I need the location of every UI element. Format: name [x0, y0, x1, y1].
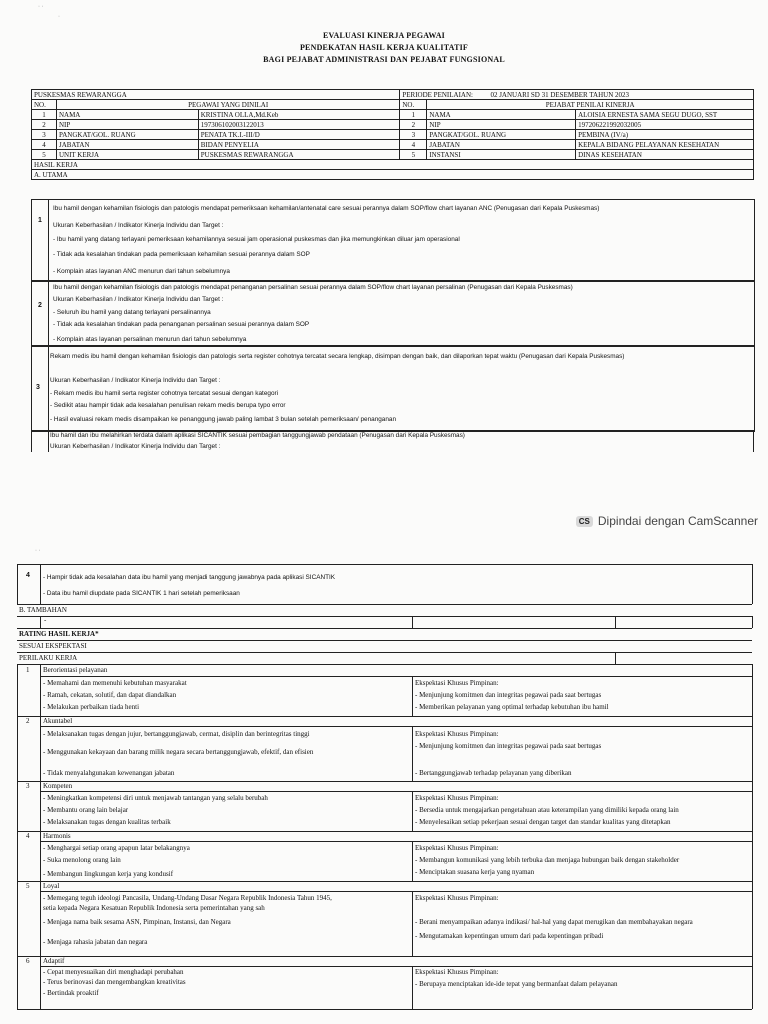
behavior-number: 3: [26, 782, 30, 790]
no-header: NO.: [400, 100, 427, 110]
doc-subtitle: PENDEKATAN HASIL KERJA KUALITATIF: [299, 43, 469, 52]
penilai-header: PEJABAT PENILAI KINERJA: [427, 100, 754, 110]
item-text: - Tidak ada kesalahan tindakan pada penanganan persalinan sesuai perannya dalam SOP: [53, 321, 310, 328]
item-text: Ukuran Keberhasilan / Indikator Kinerja Individu dan Target :: [50, 443, 221, 450]
behavior-title: Akuntabel: [43, 717, 73, 725]
behavior-point: - Menjaga rahasia jabatan dan negara: [43, 938, 148, 946]
item-number: 2: [38, 302, 42, 309]
item-text: - Hampir tidak ada kesalahan data ibu hamil yang menjadi tanggung jawabnya pada aplikasi SICANTIK: [43, 574, 336, 581]
ekspektasi-label: Ekspektasi Khusus Pimpinan:: [415, 894, 499, 902]
doc-subtitle-2: BAGI PEJABAT ADMINISTRASI DAN PEJABAT FUNGSIONAL: [263, 55, 505, 64]
field-label: JABATAN: [56, 140, 198, 150]
item-text: - Sedikit atau hampir tidak ada kesalahan penulisan rekam medis berupa typo error: [50, 402, 286, 409]
identity-table: [31, 89, 754, 180]
behavior-point: - Tidak menyalahgunakan kewenangan jabatan: [43, 769, 175, 777]
row-number: 3: [32, 130, 57, 140]
behavior-point: - Suka menolong orang lain: [43, 856, 121, 864]
ekspektasi-point: - Bersedia untuk mengajarkan pengetahuan atau keterampilan yang dimiliki kepada orang lain: [415, 806, 679, 814]
row-number: 1: [32, 110, 57, 120]
behavior-number: 6: [26, 957, 30, 965]
row-number: 4: [400, 140, 427, 150]
behavior-point: - Terus berinovasi dan mengembangkan kreativitas: [43, 978, 186, 986]
behavior-point: - Melaksanakan tugas dengan kualitas terbaik: [43, 818, 171, 826]
unit-name: PUSKESMAS REWARANGGA: [32, 90, 400, 100]
ekspektasi-label: Ekspektasi Khusus Pimpinan:: [415, 968, 499, 976]
field-label: NIP: [56, 120, 198, 130]
scanned-page-2: · · 4 - Hampir tidak ada kesalahan data ibu hamil yang menjadi tanggung jawabnya pada aplikasi SICANTIK - Data ibu hamil diupdate pada SICANTIK 1 hari setelah pemeriksaan B. TAMBAHAN - RATING HASIL KERJA* SESUAI EKSPEKTASI PERILAKU KERJA 1 Berorientasi pelayanan - Memahami dan memenuhi kebutuhan masyarakat - Ramah, cekatan, solutif, dan dapat diandalkan - Melakukan perbaikan tiada henti Ekspektasi Khusus Pimpinan: - Menjunjung komitmen dan integritas pegawai pada saat bertugas - Memberikan pelayanan yang optimal terhadap kebutuhan ibu hamil 2 Akuntabel - Melaksanakan tugas dengan jujur, bertanggungjawab, cermat, disiplin dan berintegritas tinggi - Menggunakan kekayaan dan barang milik negara secara bertanggungjawab, efektif, dan efisien - Tidak menyalahgunakan kewenangan jabatan Ekspektasi Khusus Pimpinan: - Menjunjung komitmen dan integritas pegawai pada saat bertugas - Bertanggungjawab terhadap pelayanan yang diberikan 3 Kompeten - Meningkatkan kompetensi diri untuk menjawab tantangan yang selalu berubah - Membantu orang lain belajar - Melaksanakan tugas dengan kualitas terbaik Ekspektasi Khusus Pimpinan: - Bersedia untuk mengajarkan pengetahuan atau keterampilan yang dimiliki kepada orang lain - Menyelesaikan setiap pekerjaan sesuai dengan target dan standar kualitas yang ditetapkan 4 Harmonis - Menghargai setiap orang apapun latar belakangnya - Suka menolong orang lain - Membangun lingkungan kerja yang kondusif Ekspektasi Khusus Pimpinan: - Membangun komunikasi yang lebih terbuka dan menjaga hubungan baik dengan stakeholder - Menciptakan suasana kerja yang nyaman 5 Loyal - Memegang teguh ideologi Pancasila, Undang-Undang Dasar Negara Republik Indonesia Tahun 1945, setia kepada Negara Kesatuan Republik Indonesia serta pemerintahan yang sah - Menjaga nama baik sesama ASN, Pimpinan, Instansi, dan Negara - Menjaga rahasia jabatan dan negara Ekspektasi Khusus Pimpinan: - Berani menyampaikan adanya indikasi/ hal-hal yang dapat merugikan dan membahayakan negara - Mengutamakan kepentingan umum dari pada kepentingan pribadi 6 Adaptif - Cepat menyesuaikan diri menghadapi perubahan - Terus berinovasi dan mengembangkan kreativitas - Bertindak proaktif Ekspektasi Khusus Pimpinan: - Berupaya menciptakan ide-ide tepat yang bermanfaat dalam pelayanan: [0, 536, 768, 1024]
item-text: Ibu hamil dengan kehamilan fisiologis dan patologis mendapat pemeriksaan kehamilan/antenatal care sesuai perannya dalam SOP/flow chart layanan ANC (Penugasan dari Kepala Puskesmas): [53, 205, 600, 212]
tambahan-label: B. TAMBAHAN: [19, 606, 67, 614]
behavior-point: - Memahami dan memenuhi kebutuhan masyarakat: [43, 679, 187, 687]
row-number: 5: [400, 150, 427, 160]
row-number: 1: [400, 110, 427, 120]
behavior-title: Adaptif: [43, 957, 65, 965]
row-number: 5: [32, 150, 57, 160]
periode: PERIODE PENILAIAN: 02 JANUARI SD 31 DESEMBER TAHUN 2023: [400, 90, 754, 100]
item-text: - Komplain atas layanan persalinan menurun dari tahun sebelumnya: [53, 336, 247, 343]
field-value: KEPALA BIDANG PELAYANAN KESEHATAN: [576, 140, 754, 150]
field-value: DINAS KESEHATAN: [576, 150, 754, 160]
camscanner-watermark: [576, 514, 758, 528]
rating-label: RATING HASIL KERJA*: [19, 630, 99, 638]
field-label: JABATAN: [427, 140, 576, 150]
row-number: 3: [400, 130, 427, 140]
ekspektasi-label: Ekspektasi Khusus Pimpinan:: [415, 794, 499, 802]
field-label: PANGKAT/GOL. RUANG: [427, 130, 576, 140]
behavior-point: - Cepat menyesuaikan diri menghadapi perubahan: [43, 968, 184, 976]
identity-row: [32, 140, 754, 150]
field-value: KRISTINA OLLA,Md.Keb: [198, 110, 400, 120]
field-value: 197306102003122013: [198, 120, 400, 130]
behavior-point: - Ramah, cekatan, solutif, dan dapat diandalkan: [43, 691, 177, 699]
item-number: 4: [26, 572, 30, 579]
behavior-point: - Melakukan perbaikan tiada henti: [43, 703, 140, 711]
ekspektasi-point: - Menciptakan suasana kerja yang nyaman: [415, 868, 535, 876]
rating-value: SESUAI EKSPEKTASI: [19, 642, 87, 650]
behavior-title: Kompeten: [43, 782, 73, 790]
item-text: - Hasil evaluasi rekam medis disampaikan ke penanggung jawab paling lambat 3 bulan setelah pemeriksaan/ penanganan: [50, 416, 397, 423]
ekspektasi-label: Ekspektasi Khusus Pimpinan:: [415, 730, 499, 738]
behavior-number: 4: [26, 832, 30, 840]
item-text: Ukuran Keberhasilan / Indikator Kinerja Individu dan Target :: [50, 377, 221, 384]
identity-row: [32, 110, 754, 120]
behavior-point: - Menjaga nama baik sesama ASN, Pimpinan, Instansi, dan Negara: [43, 918, 231, 926]
scanned-page-1: EVALUASI KINERJA PEGAWAI PENDEKATAN HASIL KERJA KUALITATIF BAGI PEJABAT ADMINISTRASI DAN PEJABAT FUNGSIONAL PUSKESMAS REWARANGGA PERIODE PENILAIAN: 02 JANUARI SD 31 DESEMBER TAHUN 2023 NO. PEGAWAI YANG DINILAI NO. PEJABAT PENILAI KINERJA 1 NAMA KRISTINA OLLA,Md.Keb 1 NAMA ALOISIA ERNESTA SAMA SEGU DUGO, SST 2 NIP 197306102003122013 2 NIP 197206221992032005 3 PANGKAT/GOL. RUANG PENATA TK.I.-III/D 3 PANGKAT/GOL. RUANG PEMBINA (IV/a) 4 JABATAN BIDAN PENYELIA 4 JABATAN KEPALA BIDANG PELAYANAN KESEHATAN 5 UNIT KERJA PUSKESMAS REWARANGGA 5 INSTANSI DINAS KESEHATAN HASIL KERJA A. UTAMA 1 Ibu hamil dengan kehamilan fisiologis dan patologis mendapat pemeriksaan kehamilan/antenatal care sesuai perannya dalam SOP/flow chart layanan ANC (Penugasan dari Kepala Puskesmas) Ukuran Keberhasilan / Indikator Kinerja Individu dan Target : - Ibu hamil yang datang terlayani pemeriksaan kehamilannya sesuai jam operasional puskesmas dan jika memungkinkan diluar jam operasional - Tidak ada kesalahan tindakan pada pemeriksaan kehamilan sesuai perannya dalam SOP - Komplain atas layanan ANC menurun dari tahun sebelumnya 2 Ibu hamil dengan kehamilan fisiologis dan patologis mendapat penanganan persalinan sesuai perannya dalam SOP/flow chart layanan persalinan (Penugasan dari Kepala Puskesmas) Ukuran Keberhasilan / Indikator Kinerja Individu dan Target : - Seluruh ibu hamil yang datang terlayani persalinannya - Tidak ada kesalahan tindakan pada penanganan persalinan sesuai perannya dalam SOP - Komplain atas layanan persalinan menurun dari tahun sebelumnya 3 Rekam medis ibu hamil dengan kehamilan fisiologis dan patologis serta register cohotnya tercatat secara lengkap, disimpan dengan baik, dan dilaporkan tepat waktu (Penugasan dari Kepala Puskesmas) Ukuran Keberhasilan / Indikator Kinerja Individu dan Target : - Rekam medis ibu hamil serta register cohotnya tercatat sesuai dengan kategori - Sedikit atau hampir tidak ada kesalahan penulisan rekam medis berupa typo error - Hasil evaluasi rekam medis disampaikan ke penanggung jawab paling lambat 3 bulan setelah pemeriksaan/ penanganan Ibu hamil dan ibu melahirkan terdata dalam aplikasi SICANTIK sesuai pembagian tanggungjawab pendataan (Penugasan dari Kepala Puskesmas) Ukuran Keberhasilan / Indikator Kinerja Individu dan Target : · · ·: [0, 0, 768, 536]
item-text: - Data ibu hamil diupdate pada SICANTIK 1 hari setelah pemeriksaan: [43, 590, 240, 597]
no-header: NO.: [32, 100, 57, 110]
behavior-number: 5: [26, 882, 30, 890]
item-text: - Seluruh ibu hamil yang datang terlayani persalinannya: [53, 309, 211, 316]
item-text: - Ibu hamil yang datang terlayani pemeriksaan kehamilannya sesuai jam operasional puskesmas dan jika memungkinkan diluar jam operasional: [53, 236, 460, 243]
behavior-title: Harmonis: [43, 832, 71, 840]
behavior-title: Berorientasi pelayanan: [43, 666, 108, 674]
identity-row: [32, 150, 754, 160]
field-value: BIDAN PENYELIA: [198, 140, 400, 150]
ekspektasi-label: Ekspektasi Khusus Pimpinan:: [415, 679, 499, 687]
ekspektasi-point: - Berani menyampaikan adanya indikasi/ hal-hal yang dapat merugikan dan membahayakan negara: [415, 918, 693, 926]
field-label: INSTANSI: [427, 150, 576, 160]
field-value: PEMBINA (IV/a): [576, 130, 754, 140]
item-number: 3: [36, 384, 40, 391]
ekspektasi-point: - Memberikan pelayanan yang optimal terhadap kebutuhan ibu hamil: [415, 703, 609, 711]
ekspektasi-point: - Menyelesaikan setiap pekerjaan sesuai dengan target dan standar kualitas yang ditetapkan: [415, 818, 671, 826]
field-value: PENATA TK.I.-III/D: [198, 130, 400, 140]
field-label: NAMA: [56, 110, 198, 120]
row-number: 2: [400, 120, 427, 130]
behavior-point: - Meningkatkan kompetensi diri untuk menjawab tantangan yang selalu berubah: [43, 794, 268, 802]
ekspektasi-point: - Bertanggungjawab terhadap pelayanan yang diberikan: [415, 769, 572, 777]
behavior-point: - Menghargai setiap orang apapun latar belakangnya: [43, 844, 190, 852]
ekspektasi-label: Ekspektasi Khusus Pimpinan:: [415, 844, 499, 852]
row-number: 2: [32, 120, 57, 130]
camscanner-text: Dipindai dengan CamScanner: [597, 514, 758, 528]
tambahan-item: -: [44, 616, 47, 624]
behavior-title: Loyal: [43, 882, 60, 890]
identity-row: [32, 120, 754, 130]
field-label: NIP: [427, 120, 576, 130]
behavior-number: 1: [26, 666, 30, 674]
item-text: - Tidak ada kesalahan tindakan pada pemeriksaan kehamilan sesuai perannya dalam SOP: [53, 251, 310, 258]
ekspektasi-point: - Menjunjung komitmen dan integritas pegawai pada saat bertugas: [415, 742, 602, 750]
field-label: UNIT KERJA: [56, 150, 198, 160]
perilaku-label: PERILAKU KERJA: [19, 654, 78, 662]
camscanner-logo-icon: CS: [576, 516, 593, 527]
hasil-kerja-label: HASIL KERJA: [32, 160, 754, 170]
behavior-point: - Menggunakan kekayaan dan barang milik negara secara bertanggungjawab, efektif, dan efisien: [43, 748, 314, 756]
behavior-number: 2: [26, 717, 30, 725]
field-value: ALOISIA ERNESTA SAMA SEGU DUGO, SST: [576, 110, 754, 120]
behavior-point: - Bertindak proaktif: [43, 989, 99, 997]
ekspektasi-point: - Membangun komunikasi yang lebih terbuka dan menjaga hubungan baik dengan stakeholder: [415, 856, 680, 864]
field-value: PUSKESMAS REWARANGGA: [198, 150, 400, 160]
pegawai-header: PEGAWAI YANG DINILAI: [56, 100, 399, 110]
field-value: 197206221992032005: [576, 120, 754, 130]
behavior-point: - Membangun lingkungan kerja yang kondusif: [43, 870, 174, 878]
behavior-point: - Melaksanakan tugas dengan jujur, bertanggungjawab, cermat, disiplin dan berintegritas tinggi: [43, 730, 310, 738]
ekspektasi-point: - Berupaya menciptakan ide-ide tepat yang bermanfaat dalam pelayanan: [415, 980, 618, 988]
ekspektasi-point: - Mengutamakan kepentingan umum dari pada kepentingan pribadi: [415, 932, 604, 940]
field-label: NAMA: [427, 110, 576, 120]
item-text: - Rekam medis ibu hamil serta register cohotnya tercatat sesuai dengan kategori: [50, 390, 279, 397]
item-text: - Komplain atas layanan ANC menurun dari tahun sebelumnya: [53, 268, 230, 275]
item-number: 1: [38, 217, 42, 224]
behavior-point: - Membantu orang lain belajar: [43, 806, 129, 814]
identity-row: [32, 130, 754, 140]
item-text: Ibu hamil dengan kehamilan fisiologis dan patologis mendapat penanganan persalinan sesuai perannya dalam SOP/flow chart layanan persalinan (Penugasan dari Kepala Puskesmas): [53, 284, 573, 291]
item-text: Ibu hamil dan ibu melahirkan terdata dalam aplikasi SICANTIK sesuai pembagian tanggungjawab pendataan (Penugasan dari Kepala Puskesmas): [50, 432, 465, 439]
ekspektasi-point: - Menjunjung komitmen dan integritas pegawai pada saat bertugas: [415, 691, 602, 699]
utama-label: A. UTAMA: [32, 170, 754, 180]
item-text: Rekam medis ibu hamil dengan kehamilan fisiologis dan patologis serta register cohotnya tercatat secara lengkap, disimpan dengan baik, dan dilaporkan tepat waktu (Penugasan dari Kepala Puskesmas): [50, 353, 625, 360]
field-label: PANGKAT/GOL. RUANG: [56, 130, 198, 140]
doc-title: EVALUASI KINERJA PEGAWAI: [322, 31, 445, 40]
behavior-point: setia kepada Negara Kesatuan Republik Indonesia serta pemerintahan yang sah: [43, 904, 265, 912]
row-number: 4: [32, 140, 57, 150]
item-text: Ukuran Keberhasilan / Indikator Kinerja Individu dan Target :: [53, 222, 224, 229]
behavior-point: - Memegang teguh ideologi Pancasila, Undang-Undang Dasar Negara Republik Indonesia Tahun 1945,: [43, 894, 332, 902]
item-text: Ukuran Keberhasilan / Indikator Kinerja Individu dan Target :: [53, 296, 224, 303]
